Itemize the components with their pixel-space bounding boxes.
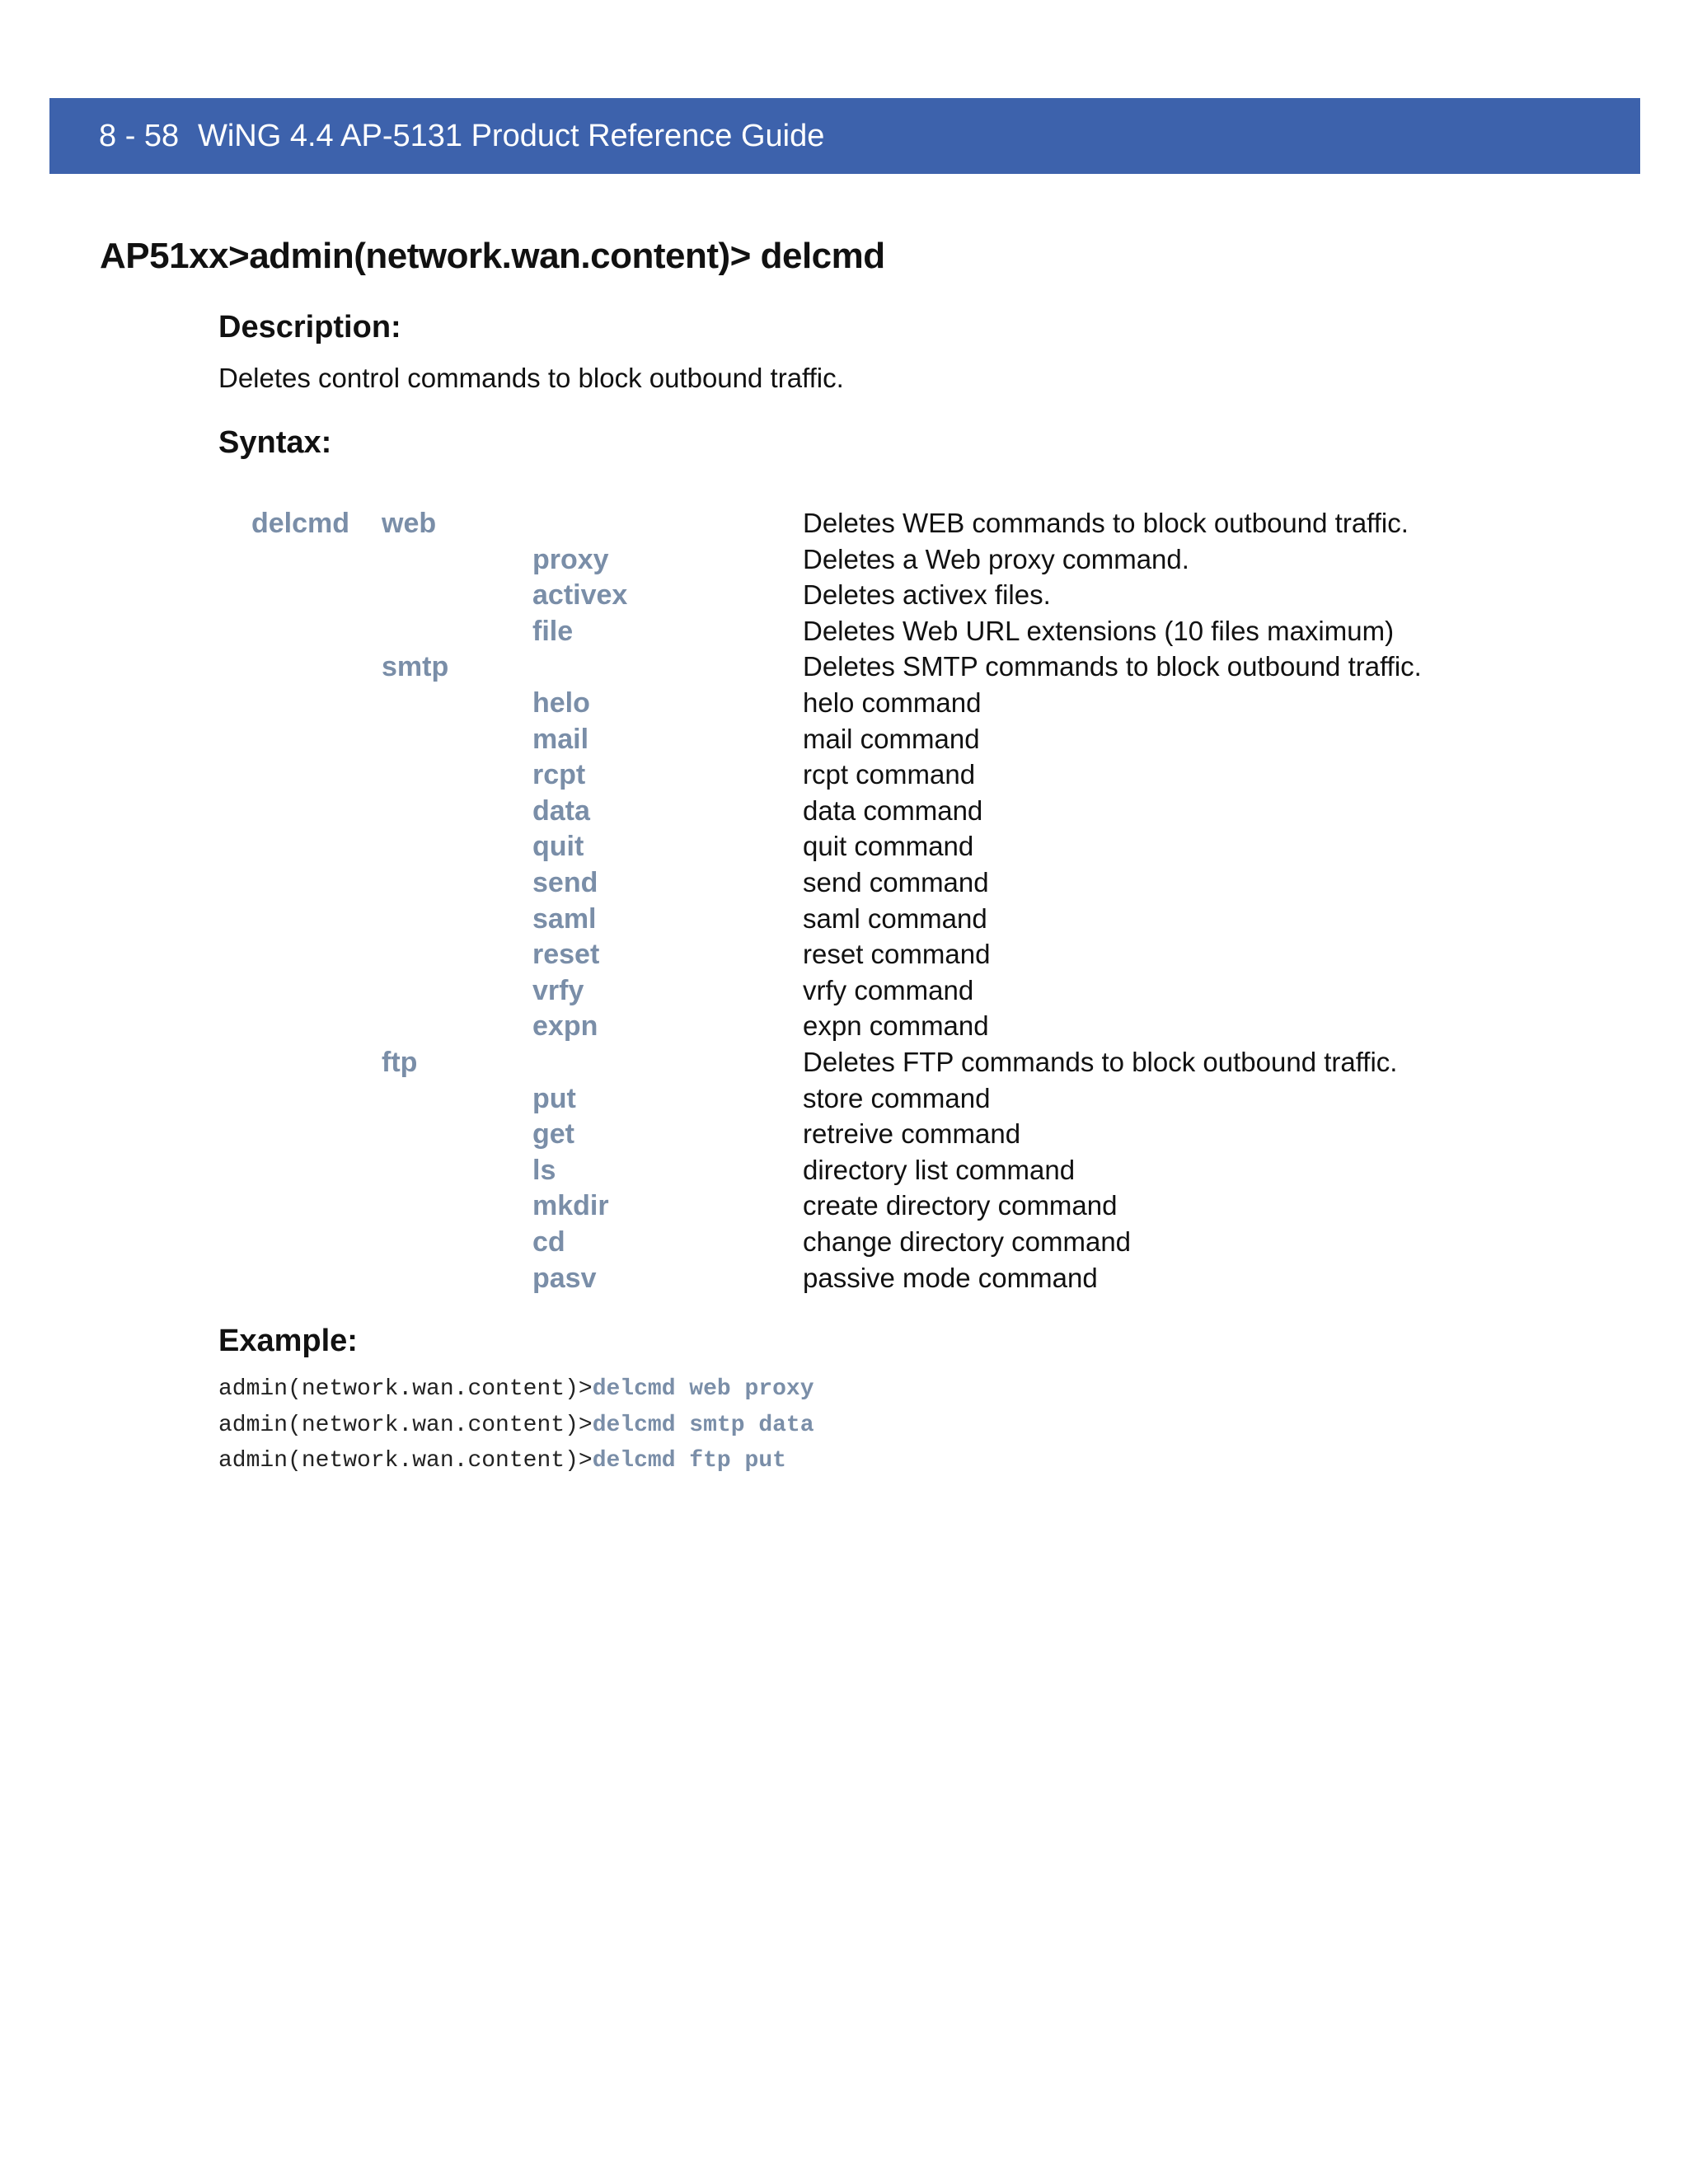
syntax-keyword-l3: expn	[532, 1010, 598, 1043]
example-line	[218, 1448, 786, 1474]
syntax-row	[0, 867, 1688, 902]
syntax-row	[0, 1010, 1688, 1046]
syntax-description: directory list command	[803, 1154, 1076, 1185]
syntax-description: Deletes activex files.	[803, 579, 1051, 611]
syntax-keyword-l3: quit	[532, 831, 584, 863]
syntax-row	[0, 651, 1688, 687]
example-command: delcmd web proxy	[592, 1376, 814, 1402]
syntax-keyword-l3: proxy	[532, 543, 609, 575]
syntax-description: expn command	[803, 1010, 989, 1042]
example-command: delcmd ftp put	[592, 1448, 786, 1474]
syntax-row	[0, 544, 1688, 579]
page-header-bar	[49, 98, 1640, 174]
syntax-keyword-l3: put	[532, 1082, 576, 1114]
guide-title: WiNG 4.4 AP-5131 Product Reference Guide	[198, 118, 825, 153]
syntax-keyword-l3: rcpt	[532, 759, 586, 791]
example-line	[218, 1413, 814, 1438]
syntax-row	[0, 508, 1688, 543]
syntax-keyword-l3: saml	[532, 902, 597, 935]
syntax-row	[0, 1047, 1688, 1082]
syntax-description: Deletes WEB commands to block outbound traffic.	[803, 508, 1409, 538]
syntax-heading: Syntax:	[218, 425, 332, 460]
syntax-keyword-l3: mail	[532, 723, 589, 755]
syntax-description: send command	[803, 867, 989, 898]
syntax-description: reset command	[803, 939, 991, 970]
syntax-row	[0, 795, 1688, 831]
syntax-description: store command	[803, 1082, 991, 1113]
syntax-description: change directory command	[803, 1226, 1132, 1257]
syntax-row	[0, 1226, 1688, 1262]
syntax-keyword-l3: cd	[532, 1226, 565, 1258]
syntax-description: mail command	[803, 723, 980, 754]
page-number: 8 - 58	[99, 118, 180, 153]
description-heading: Description:	[218, 310, 401, 344]
syntax-row	[0, 831, 1688, 866]
syntax-description: create directory command	[803, 1190, 1118, 1221]
syntax-description: rcpt command	[803, 759, 976, 790]
syntax-keyword-l1: delcmd	[251, 508, 350, 539]
syntax-description: data command	[803, 794, 983, 826]
syntax-row	[0, 1263, 1688, 1298]
syntax-row	[0, 1155, 1688, 1190]
syntax-keyword-l3: vrfy	[532, 974, 584, 1006]
example-line	[218, 1376, 814, 1402]
syntax-keyword-l3: pasv	[532, 1262, 597, 1294]
syntax-keyword-l2: web	[382, 508, 437, 539]
syntax-description: Deletes FTP commands to block outbound traffic.	[803, 1047, 1398, 1077]
syntax-row	[0, 1083, 1688, 1118]
syntax-row	[0, 939, 1688, 974]
description-text: Deletes control commands to block outbound traffic.	[218, 363, 844, 393]
syntax-row	[0, 579, 1688, 615]
syntax-row	[0, 903, 1688, 939]
syntax-row	[0, 687, 1688, 723]
syntax-keyword-l3: reset	[532, 939, 600, 971]
syntax-keyword-l3: file	[532, 615, 574, 647]
syntax-keyword-l3: send	[532, 867, 598, 898]
syntax-row	[0, 759, 1688, 794]
syntax-description: Deletes Web URL extensions (10 files maximum)	[803, 615, 1395, 646]
syntax-description: helo command	[803, 687, 982, 718]
syntax-description: passive mode command	[803, 1262, 1098, 1293]
syntax-keyword-l3: activex	[532, 579, 628, 612]
syntax-keyword-l3: mkdir	[532, 1190, 609, 1222]
syntax-description: vrfy command	[803, 974, 974, 1005]
syntax-description: retreive command	[803, 1118, 1021, 1150]
syntax-description: Deletes a Web proxy command.	[803, 543, 1189, 574]
syntax-row	[0, 1118, 1688, 1154]
syntax-row	[0, 1190, 1688, 1226]
syntax-description: saml command	[803, 902, 987, 934]
syntax-keyword-l3: ls	[532, 1154, 556, 1186]
syntax-row	[0, 724, 1688, 759]
syntax-row	[0, 975, 1688, 1010]
example-prompt: admin(network.wan.content)>	[218, 1412, 593, 1438]
syntax-description: quit command	[803, 831, 974, 862]
syntax-description: Deletes SMTP commands to block outbound traffic.	[803, 651, 1422, 682]
example-prompt: admin(network.wan.content)>	[218, 1448, 593, 1474]
syntax-keyword-l3: data	[532, 794, 590, 827]
syntax-keyword-l2: smtp	[382, 651, 449, 683]
command-title: AP51xx>admin(network.wan.content)> delcmd	[100, 236, 885, 276]
example-prompt: admin(network.wan.content)>	[218, 1376, 593, 1402]
syntax-row	[0, 616, 1688, 651]
example-command: delcmd smtp data	[592, 1412, 814, 1438]
example-heading: Example:	[218, 1324, 358, 1358]
syntax-keyword-l3: get	[532, 1118, 574, 1151]
syntax-keyword-l3: helo	[532, 687, 590, 719]
syntax-keyword-l2: ftp	[382, 1047, 418, 1078]
